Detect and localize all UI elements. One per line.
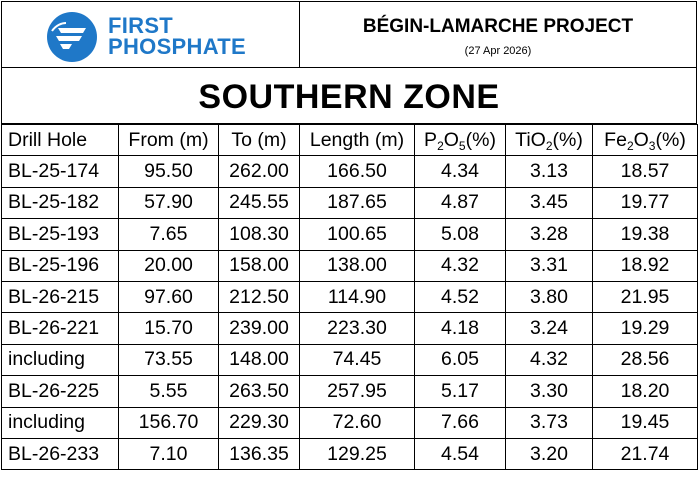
- value-cell: 19.45: [593, 407, 698, 438]
- assay-table: [1, 124, 698, 470]
- column-header-text: P: [424, 128, 438, 151]
- value-cell: 263.50: [219, 376, 300, 407]
- value-cell: 18.20: [593, 376, 698, 407]
- value-cell: 212.50: [219, 281, 300, 312]
- column-header-text: Drill Hole: [8, 128, 88, 151]
- value-cell: 74.45: [300, 344, 415, 375]
- value-cell: 3.13: [506, 156, 593, 187]
- value-cell: 21.95: [593, 281, 698, 312]
- drill-hole-cell: BL-26-225: [2, 376, 119, 407]
- column-header-text: From (m): [128, 128, 209, 151]
- drill-hole-cell: BL-26-215: [2, 281, 119, 312]
- header: [1, 1, 697, 68]
- column-header: [593, 125, 698, 156]
- table-body: [2, 156, 698, 470]
- column-header-text: (%): [655, 128, 686, 151]
- logo-line2: PHOSPHATE: [108, 34, 246, 59]
- value-cell: 15.70: [119, 313, 219, 344]
- value-cell: 5.55: [119, 376, 219, 407]
- table-row: [2, 187, 698, 218]
- value-cell: 3.73: [506, 407, 593, 438]
- value-cell: 5.17: [415, 376, 506, 407]
- logo-wordmark: [108, 15, 246, 57]
- value-cell: 5.08: [415, 219, 506, 250]
- project-title: BÉGIN-LAMARCHE PROJECT: [362, 16, 634, 37]
- drill-hole-cell: including: [2, 344, 119, 375]
- column-header-text: To (m): [231, 128, 287, 151]
- value-cell: 18.57: [593, 156, 698, 187]
- table-row: [2, 156, 698, 187]
- value-cell: 129.25: [300, 438, 415, 469]
- value-cell: 4.34: [415, 156, 506, 187]
- drill-hole-cell: BL-26-233: [2, 438, 119, 469]
- value-cell: 223.30: [300, 313, 415, 344]
- value-cell: 138.00: [300, 250, 415, 281]
- value-cell: 4.52: [415, 281, 506, 312]
- column-header: [119, 125, 219, 156]
- column-header-text: Length (m): [309, 128, 405, 151]
- project-date: (27 Apr 2026): [464, 45, 532, 57]
- column-header-subscript: 5: [458, 138, 466, 153]
- value-cell: 73.55: [119, 344, 219, 375]
- value-cell: 19.29: [593, 313, 698, 344]
- value-cell: 3.20: [506, 438, 593, 469]
- drill-hole-cell: BL-25-196: [2, 250, 119, 281]
- value-cell: 7.66: [415, 407, 506, 438]
- value-cell: 19.77: [593, 187, 698, 218]
- value-cell: 6.05: [415, 344, 506, 375]
- value-cell: 3.30: [506, 376, 593, 407]
- value-cell: 28.56: [593, 344, 698, 375]
- logo-cell: [2, 2, 300, 67]
- column-header: [2, 125, 119, 156]
- value-cell: 114.90: [300, 281, 415, 312]
- column-header-text: O: [443, 128, 459, 151]
- value-cell: 21.74: [593, 438, 698, 469]
- value-cell: 148.00: [219, 344, 300, 375]
- value-cell: 158.00: [219, 250, 300, 281]
- value-cell: 3.45: [506, 187, 593, 218]
- column-header-text: (%): [465, 128, 496, 151]
- value-cell: 97.60: [119, 281, 219, 312]
- drill-hole-cell: BL-25-182: [2, 187, 119, 218]
- first-phosphate-logo-icon: [46, 11, 98, 63]
- value-cell: 100.65: [300, 219, 415, 250]
- table-row: [2, 438, 698, 469]
- column-header: [415, 125, 506, 156]
- table-row: [2, 344, 698, 375]
- value-cell: 156.70: [119, 407, 219, 438]
- value-cell: 262.00: [219, 156, 300, 187]
- table-row: [2, 313, 698, 344]
- column-header-text: (%): [552, 128, 583, 151]
- column-header: [219, 125, 300, 156]
- column-header-subscript: 2: [437, 138, 444, 153]
- value-cell: 18.92: [593, 250, 698, 281]
- value-cell: 57.90: [119, 187, 219, 218]
- value-cell: 95.50: [119, 156, 219, 187]
- logo-line1: FIRST: [108, 13, 174, 38]
- value-cell: 72.60: [300, 407, 415, 438]
- value-cell: 3.80: [506, 281, 593, 312]
- value-cell: 257.95: [300, 376, 415, 407]
- value-cell: 3.28: [506, 219, 593, 250]
- column-header-subscript: 2: [545, 138, 553, 153]
- drill-hole-cell: BL-26-221: [2, 313, 119, 344]
- value-cell: 229.30: [219, 407, 300, 438]
- table-row: [2, 219, 698, 250]
- table-row: [2, 281, 698, 312]
- value-cell: 166.50: [300, 156, 415, 187]
- value-cell: 4.54: [415, 438, 506, 469]
- column-header-text: O: [633, 128, 649, 151]
- value-cell: 239.00: [219, 313, 300, 344]
- drill-hole-cell: BL-25-193: [2, 219, 119, 250]
- value-cell: 4.18: [415, 313, 506, 344]
- column-header-text: TiO: [515, 128, 546, 151]
- column-header-subscript: 2: [626, 138, 634, 153]
- value-cell: 19.38: [593, 219, 698, 250]
- zone-title: SOUTHERN ZONE: [1, 68, 697, 124]
- value-cell: 20.00: [119, 250, 219, 281]
- column-header: [506, 125, 593, 156]
- column-header: [300, 125, 415, 156]
- drill-hole-cell: including: [2, 407, 119, 438]
- column-header-subscript: 3: [648, 138, 656, 153]
- value-cell: 4.32: [506, 344, 593, 375]
- value-cell: 187.65: [300, 187, 415, 218]
- value-cell: 7.10: [119, 438, 219, 469]
- table-row: [2, 376, 698, 407]
- value-cell: 3.24: [506, 313, 593, 344]
- table-row: [2, 250, 698, 281]
- drill-hole-cell: BL-25-174: [2, 156, 119, 187]
- value-cell: 245.55: [219, 187, 300, 218]
- project-cell: [300, 2, 696, 67]
- column-header-text: Fe: [604, 128, 627, 151]
- value-cell: 108.30: [219, 219, 300, 250]
- value-cell: 7.65: [119, 219, 219, 250]
- value-cell: 4.87: [415, 187, 506, 218]
- value-cell: 4.32: [415, 250, 506, 281]
- table-row: [2, 407, 698, 438]
- table-header-row: [2, 125, 698, 156]
- value-cell: 136.35: [219, 438, 300, 469]
- value-cell: 3.31: [506, 250, 593, 281]
